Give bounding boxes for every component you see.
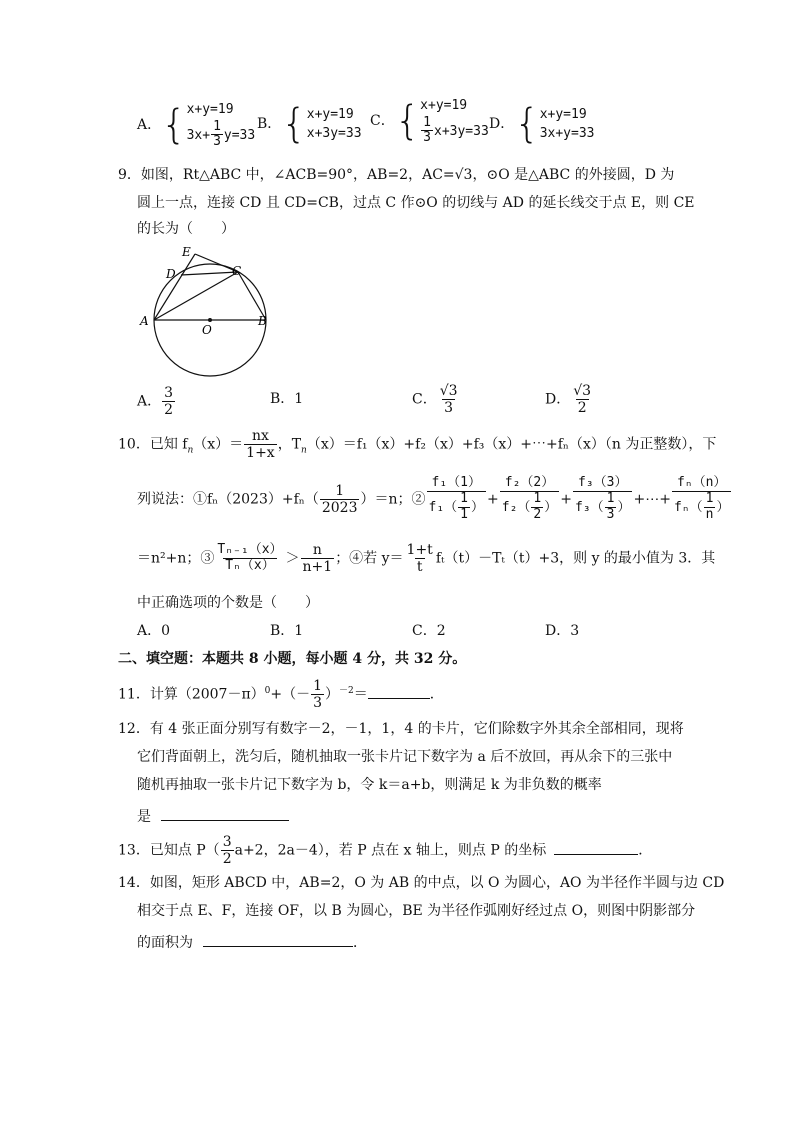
label-a: A — [140, 314, 149, 328]
q10-line-1: 10．已知 $f_n(x)=$ $\frac{nx}{1+x}$ ，$T_n(x)=f_1(x)+f_2(x)+f_3(x)+\cdots+f_n(x)(n$ 为正整数），下 — [118, 428, 717, 462]
label-d: D — [166, 267, 176, 281]
brace-icon: { — [281, 101, 307, 147]
q9-option-b: B．1 — [270, 391, 304, 407]
q9-option-c: C． $\frac{√3}{3}$ — [412, 383, 458, 417]
q10-option-a: A．0 — [137, 623, 171, 639]
label-e: E — [182, 245, 191, 259]
answer-blank[interactable] — [368, 684, 430, 699]
label-o: O — [202, 323, 212, 337]
q10-option-d: D．3 — [545, 623, 580, 639]
q13: 13．已知点 P（ $\frac{3}{2}$ a+2，2a－4），若 P 点在 x 轴上，则点 P 的坐标 ． — [118, 834, 653, 868]
q12-line-2: 它们背面朝上，洗匀后，随机抽取一张卡片记下数字为 a 后不放回，再从余下的三张中 — [137, 749, 673, 765]
q10-line-2: 列说法：①fₙ（2023）+fₙ（ $\frac{1}{2023}$ ）＝n；② f₁（1） f₁（ $\frac{1}{1}$ ） + f₂（2） f₂（ $\frac{1}{2}$ ） + f₃（3） f₃（ $\frac{1}{3}$ ） +⋯+ fₙ（n） fₙ（ $\frac{1}{n}$ ） — [137, 475, 730, 522]
q14-line-3: 的面积为 ． — [137, 932, 367, 950]
label-b: B — [258, 314, 267, 328]
section-heading: 二、填空题：本题共 8 小题，每小题 4 分，共 32 分。 — [118, 651, 467, 667]
q12-line-4: 是 — [137, 806, 289, 824]
q8-option-d: D．{ x+y=19 3x+y=33 — [489, 101, 595, 147]
segment-ae — [154, 254, 195, 320]
center-dot — [208, 318, 212, 322]
q9-line-2: 圆上一点，连接 CD 且 CD=CB，过点 C 作⊙O 的切线与 AD 的延长线交于点 E，则 CE — [137, 195, 695, 211]
q9-option-d: D． $\frac{√3}{2}$ — [545, 383, 592, 417]
q8-option-b: B．{ x+y=19 x+3y=33 — [257, 101, 362, 147]
brace-icon: { — [161, 102, 187, 149]
q12-line-3: 随机再抽取一张卡片记下数字为 b，令 k＝a+b，则满足 k 为非负数的概率 — [137, 777, 602, 793]
q10-option-b: B．1 — [270, 623, 304, 639]
answer-blank[interactable] — [203, 932, 353, 947]
q14-line-1: 14．如图，矩形 ABCD 中，AB=2，O 为 AB 的中点，以 O 为圆心，AO 为半径作半圆与边 CD — [118, 875, 725, 891]
answer-blank[interactable] — [554, 840, 638, 855]
q8-option-a: A．{ x+y=19 3x+ $\frac{1}{3}$ y=33 — [137, 102, 256, 150]
answer-blank[interactable] — [161, 806, 289, 821]
segment-dc — [181, 272, 238, 275]
q12-line-1: 12．有 4 张正面分别写有数字－2，－1，1，4 的卡片，它们除数字外其余全部相同，现将 — [118, 721, 684, 737]
q9-line-1: 9．如图，Rt△ABC 中，∠ACB=90°，AB=2，AC=√3，⊙O 是△ABC 的外接圆，D 为 — [118, 167, 675, 183]
segment-cb — [238, 272, 266, 320]
q11: 11．计算$(2007-\pi)^0+(-$ $\frac{1}{3}$ ）$^{-2}$＝ ． — [118, 678, 444, 712]
q14-line-2: 相交于点 E、F，连接 OF，以 B 为圆心，BE 为半径作弧刚好经过点 O，则图中阴影部分 — [137, 903, 696, 919]
brace-icon: { — [394, 98, 421, 145]
q10-line-4: 中正确选项的个数是（ ） — [137, 595, 319, 611]
q8-option-c: C．{ x+y=19 $\frac{1}{3}$ x+3y=33 — [370, 98, 489, 146]
q10-line-3: ＝n²+n；③ $\frac{\text{Tₙ₋₁（x）}}{\text{Tₙ（x）}}$ ＞ $\frac{n}{n+1}$ ；④若 y＝ $\frac{1+t}{t}$ fₜ（t）－Tₜ（t）+3，则 y 的最小值为 3．其 — [137, 542, 716, 576]
q9-figure — [130, 240, 280, 380]
q10-option-c: C．2 — [412, 623, 446, 639]
brace-icon: { — [514, 101, 540, 147]
q9-line-3: 的长为（ ） — [137, 221, 235, 237]
label-c: C — [232, 264, 242, 278]
q9-option-a: A． $\frac{3}{2}$ — [137, 385, 174, 419]
